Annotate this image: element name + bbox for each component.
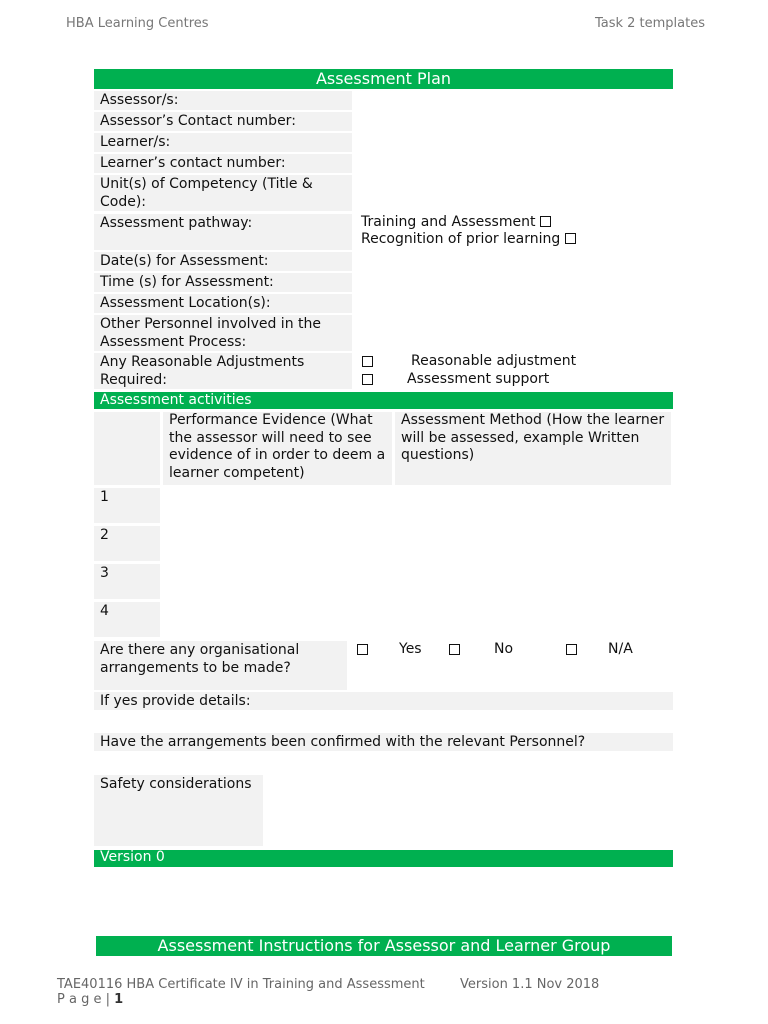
pathway-option-rpl-label: Recognition of prior learning [361,231,561,247]
safety-label: Safety considerations [94,775,263,846]
assessor-contact-label: Assessor’s Contact number: [94,112,352,131]
locations-label: Assessment Location(s): [94,294,352,313]
performance-evidence-header: Performance Evidence (What the assessor will need to see evidence of in order to deem a learner competent) [163,412,392,485]
footer-page [57,992,123,1007]
dates-label: Date(s) for Assessment: [94,252,352,271]
pathway-label: Assessment pathway: [94,214,352,250]
assessment-plan-title: Assessment Plan [94,69,673,89]
learner-contact-label: Learner’s contact number: [94,154,352,173]
option-no-label: No [494,641,514,657]
personnel-label: Other Personnel involved in the Assessment Process: [94,315,352,351]
checkbox-assessment-support[interactable] [362,374,373,385]
confirmed-label: Have the arrangements been confirmed with the relevant Personnel? [94,733,673,751]
footer-page-number: 1 [114,992,124,1007]
checkbox-icon[interactable] [565,233,576,244]
activity-row-number: 4 [94,602,160,637]
pathway-option-training-label: Training and Assessment [361,214,536,230]
activities-number-header [94,412,160,485]
learners-label: Learner/s: [94,133,352,152]
assessment-support-label: Assessment support [407,371,550,387]
arrangements-question: Are there any organisational arrangements to be made? [94,641,347,690]
times-label: Time (s) for Assessment: [94,273,352,292]
checkbox-icon[interactable] [540,216,551,227]
checkbox-reasonable-adjustment[interactable] [362,356,373,367]
activity-row-number: 1 [94,488,160,523]
pathway-option-rpl[interactable] [361,231,576,248]
reasonable-adjustment-label: Reasonable adjustment [411,353,577,369]
units-label: Unit(s) of Competency (Title & Code): [94,175,352,211]
option-yes-label: Yes [399,641,422,657]
header-document-title: Task 2 templates [594,16,705,31]
details-label: If yes provide details: [94,692,673,710]
assessment-method-header: Assessment Method (How the learner will be assessed, example Written questions) [395,412,671,485]
pathway-option-training[interactable] [361,214,551,231]
checkbox-no[interactable] [449,644,460,655]
assessors-label: Assessor/s: [94,91,352,110]
instructions-title: Assessment Instructions for Assessor and Learner Group [96,936,672,956]
header-organisation: HBA Learning Centres [66,16,209,31]
adjustments-label: Any Reasonable Adjustments Required: [94,353,352,389]
assessment-activities-title: Assessment activities [94,392,673,409]
option-na-label: N/A [608,641,633,657]
checkbox-yes[interactable] [357,644,368,655]
footer-version: Version 1.1 Nov 2018 [460,977,600,992]
footer-page-label: P a g e | [57,992,110,1007]
activity-row-number: 3 [94,564,160,599]
activity-row-number: 2 [94,526,160,561]
footer-course: TAE40116 HBA Certificate IV in Training and Assessment [57,977,425,992]
checkbox-na[interactable] [566,644,577,655]
version-bar: Version 0 [94,850,673,867]
